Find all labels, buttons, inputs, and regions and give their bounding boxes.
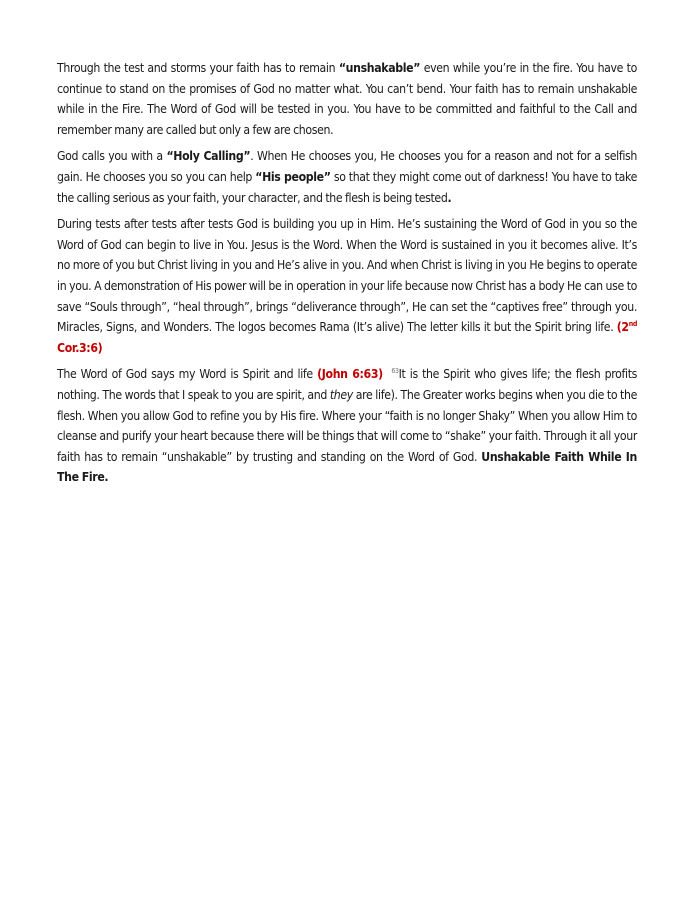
paragraph-1	[57, 58, 637, 140]
p2-bold-his-people: “His people”	[255, 169, 331, 184]
p4-bold-closing: Unshakable Faith While In The Fire.	[57, 449, 637, 485]
p2-bold-holy-calling: “Holy Calling”	[166, 149, 251, 164]
paragraph-3	[57, 214, 637, 358]
p4-text-1: The Word of God says my Word is Spirit and life	[57, 367, 318, 382]
p1-bold-unshakable: “unshakable”	[338, 61, 421, 75]
paragraph-2	[57, 146, 637, 208]
p2-bold-period: .	[447, 190, 452, 205]
p2-text-2: . When He chooses you, He chooses you for a reason and not for a selfish gain. He chooses you so you can help	[57, 149, 638, 184]
p3-text-1: During tests after tests after tests God is building you up in Him. He’s sustaining the Word of God in you so the Word of God can begin to live in You. Jesus is the Word. When the Word is sustained in you it becomes alive. It’s no more of you but Christ living in you and He’s alive in you. And when Christ is living in you He begins to operate in you. A demonstration of His power will be in operation in your life because now Christ has a body He can use to save “Souls through”, “heal through”, brings “deliverance through”, He can set the “captives free” through you. Miracles, Signs, and Wonders. The logos becomes Rama (It’s alive) The letter kills it but the Spirit bring life.	[57, 217, 637, 335]
p4-verse-number: 63	[391, 367, 399, 376]
p4-text-2: It is the Spirit who gives life; the flesh profits nothing. The words that I speak to you are spirit, and	[57, 367, 637, 402]
p3-ref-close: Cor.3:6)	[57, 340, 103, 355]
p1-text-1: Through the test and storms your faith has to remain	[57, 61, 339, 75]
p3-ref-sup: nd	[628, 320, 637, 329]
p4-italic-they: they	[329, 387, 353, 402]
p4-scripture-ref: (John 6:63)	[317, 367, 383, 382]
p4-text-3: are life). The Greater works begins when you die to the flesh. When you allow God to refine you by His fire. Where your “faith is no longer Shaky” When you allow Him to cleanse and purify your heart because there will be things that will come to “shake” your faith. Through it all your faith has to remain “unshakable” by trusting and standing on the Word of God.	[57, 387, 638, 464]
p2-text-1: God calls you with a	[57, 149, 167, 164]
p1-text-2: even while you’re in the fire. You have to continue to stand on the promises of God no matter what. You can’t bend. Your faith has to remain unshakable while in the Fire. The Word of God will be tested in you. You have to be committed and faithful to the Call and remember many are called but only a few are chosen.	[57, 61, 637, 137]
document-page	[57, 58, 637, 494]
paragraph-4	[57, 364, 637, 488]
p3-ref-open: (2	[616, 320, 629, 335]
p2-text-3: so that they might come out of darkness! You have to take the calling serious as your faith, your character, and the flesh is being tested	[57, 169, 637, 205]
